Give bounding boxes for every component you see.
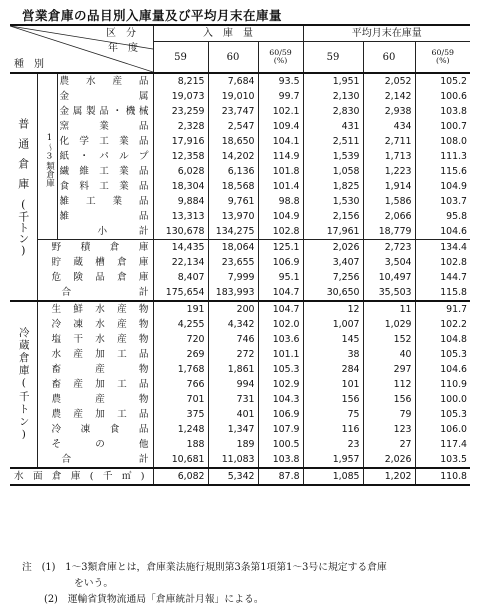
row-name: 雑工業品 <box>57 194 153 209</box>
value-cell: 93.5 <box>258 73 303 89</box>
value-cell: 18,064 <box>208 240 258 256</box>
value-cell: 14,202 <box>208 149 258 164</box>
row-name: 野積倉庫 <box>37 240 153 256</box>
value-cell: 104.3 <box>258 392 303 407</box>
value-cell: 2,723 <box>363 240 415 256</box>
table-row <box>10 240 470 256</box>
value-cell: 105.3 <box>415 407 470 422</box>
section-label-reizo <box>10 301 37 468</box>
value-cell: 19,010 <box>208 89 258 104</box>
table-row <box>10 255 470 270</box>
value-cell: 99.7 <box>258 89 303 104</box>
value-cell: 4,342 <box>208 317 258 332</box>
header-corner <box>10 25 153 73</box>
value-cell: 106.9 <box>258 407 303 422</box>
value-cell: 9,884 <box>153 194 208 209</box>
value-cell: 18,304 <box>153 179 208 194</box>
value-cell: 105.2 <box>415 73 470 89</box>
value-cell: 13,313 <box>153 209 208 224</box>
value-cell: 101.8 <box>258 164 303 179</box>
value-cell: 100.5 <box>258 437 303 452</box>
table-row <box>10 332 470 347</box>
table-row <box>10 179 470 194</box>
table-row <box>10 452 470 468</box>
value-cell: 1,347 <box>208 422 258 437</box>
warehouse-table <box>10 24 470 486</box>
value-cell: 2,142 <box>363 89 415 104</box>
table-row <box>10 317 470 332</box>
row-name: 冷凍水産物 <box>37 317 153 332</box>
value-cell: 23,259 <box>153 104 208 119</box>
value-cell: 18,568 <box>208 179 258 194</box>
value-cell: 7,999 <box>208 270 258 285</box>
value-cell: 110.8 <box>415 468 470 485</box>
value-cell: 272 <box>208 347 258 362</box>
row-name: 農産物 <box>37 392 153 407</box>
row-name: 紙・パルプ <box>57 149 153 164</box>
value-cell: 1,951 <box>303 73 363 89</box>
value-cell: 103.7 <box>415 194 470 209</box>
value-cell: 105.3 <box>415 347 470 362</box>
value-cell: 100.7 <box>415 119 470 134</box>
value-cell: 2,711 <box>363 134 415 149</box>
table-row <box>10 119 470 134</box>
value-cell: 2,938 <box>363 104 415 119</box>
value-cell: 108.0 <box>415 134 470 149</box>
table-row <box>10 149 470 164</box>
value-cell: 12,358 <box>153 149 208 164</box>
value-cell: 104.7 <box>258 301 303 317</box>
value-cell: 269 <box>153 347 208 362</box>
value-cell: 134,275 <box>208 224 258 240</box>
value-cell: 38 <box>303 347 363 362</box>
table-row <box>10 285 470 301</box>
value-cell: 434 <box>363 119 415 134</box>
value-cell: 701 <box>153 392 208 407</box>
value-cell: 103.8 <box>415 104 470 119</box>
value-cell: 11 <box>363 301 415 317</box>
row-name-suimen: 水面倉庫(千㎥) <box>14 471 145 482</box>
value-cell: 2,026 <box>363 452 415 468</box>
value-cell: 23,747 <box>208 104 258 119</box>
value-cell: 116 <box>303 422 363 437</box>
row-name: 塩干水産物 <box>37 332 153 347</box>
value-cell: 188 <box>153 437 208 452</box>
value-cell: 200 <box>208 301 258 317</box>
sub-label-1-3: 1～3類倉庫 <box>37 73 57 240</box>
value-cell: 1,530 <box>303 194 363 209</box>
value-cell: 2,328 <box>153 119 208 134</box>
value-cell: 7,684 <box>208 73 258 89</box>
value-cell: 17,961 <box>303 224 363 240</box>
header-year-59a: 59 <box>153 42 208 74</box>
value-cell: 152 <box>363 332 415 347</box>
value-cell: 2,830 <box>303 104 363 119</box>
value-cell: 10,497 <box>363 270 415 285</box>
value-cell: 17,916 <box>153 134 208 149</box>
value-cell: 98.8 <box>258 194 303 209</box>
value-cell: 115.8 <box>415 285 470 301</box>
value-cell: 9,761 <box>208 194 258 209</box>
value-cell: 1,085 <box>303 468 363 485</box>
value-cell: 106.9 <box>258 255 303 270</box>
table-row <box>10 134 470 149</box>
value-cell: 2,052 <box>363 73 415 89</box>
value-cell: 156 <box>363 392 415 407</box>
value-cell: 431 <box>303 119 363 134</box>
row-name: 合 計 <box>37 452 153 468</box>
row-name: 窯業品 <box>57 119 153 134</box>
table-row <box>10 194 470 209</box>
value-cell: 102.9 <box>258 377 303 392</box>
value-cell: 102.8 <box>415 255 470 270</box>
value-cell: 104.7 <box>258 285 303 301</box>
page-title: 営業倉庫の品目別入庫量及び平均月末在庫量 <box>22 8 283 23</box>
value-cell: 13,970 <box>208 209 258 224</box>
value-cell: 2,066 <box>363 209 415 224</box>
value-cell: 731 <box>208 392 258 407</box>
value-cell: 101.4 <box>258 179 303 194</box>
section-futsu-unit: (千トン) <box>16 197 30 257</box>
row-name: 水産加工品 <box>37 347 153 362</box>
value-cell: 6,136 <box>208 164 258 179</box>
value-cell: 19,073 <box>153 89 208 104</box>
row-name: 農産加工品 <box>37 407 153 422</box>
row-name: 貯蔵槽倉庫 <box>37 255 153 270</box>
header-group-nyuko: 入 庫 量 <box>153 25 303 42</box>
note-1 <box>22 560 387 576</box>
value-cell: 994 <box>208 377 258 392</box>
value-cell: 284 <box>303 362 363 377</box>
value-cell: 23,655 <box>208 255 258 270</box>
row-name: 危険品倉庫 <box>37 270 153 285</box>
note-2-num: (2) <box>44 594 58 605</box>
table-row <box>10 422 470 437</box>
value-cell: 75 <box>303 407 363 422</box>
row-name: 農水産品 <box>57 73 153 89</box>
value-cell: 79 <box>363 407 415 422</box>
value-cell: 125.1 <box>258 240 303 256</box>
value-cell: 175,654 <box>153 285 208 301</box>
row-name: 雑品 <box>57 209 153 224</box>
value-cell: 720 <box>153 332 208 347</box>
value-cell: 1,586 <box>363 194 415 209</box>
value-cell: 22,134 <box>153 255 208 270</box>
value-cell: 3,407 <box>303 255 363 270</box>
value-cell: 40 <box>363 347 415 362</box>
row-name: 合 計 <box>37 285 153 301</box>
table-row <box>10 362 470 377</box>
row-name: 畜産加工品 <box>37 377 153 392</box>
value-cell: 144.7 <box>415 270 470 285</box>
value-cell: 106.0 <box>415 422 470 437</box>
value-cell: 123 <box>363 422 415 437</box>
value-cell: 1,223 <box>363 164 415 179</box>
note-1-num: (1) <box>41 562 56 573</box>
table-row <box>10 270 470 285</box>
table-row <box>10 377 470 392</box>
table-row <box>10 437 470 452</box>
value-cell: 8,407 <box>153 270 208 285</box>
table-row <box>10 89 470 104</box>
header-ratio-b-label: 60/59 <box>431 48 455 57</box>
row-name: 金属製品・機械 <box>57 104 153 119</box>
value-cell: 110.9 <box>415 377 470 392</box>
section-reizo-label: 冷蔵倉庫 <box>17 326 30 377</box>
table-row <box>10 164 470 179</box>
value-cell: 1,202 <box>363 468 415 485</box>
value-cell: 2,026 <box>303 240 363 256</box>
table-row <box>10 224 470 240</box>
value-cell: 2,547 <box>208 119 258 134</box>
row-name: 生鮮水産物 <box>37 301 153 317</box>
header-year-60b: 60 <box>363 42 415 74</box>
table-row <box>10 301 470 317</box>
value-cell: 183,993 <box>208 285 258 301</box>
notes <box>22 560 387 608</box>
value-cell: 27 <box>363 437 415 452</box>
value-cell: 100.6 <box>415 89 470 104</box>
value-cell: 1,539 <box>303 149 363 164</box>
value-cell: 145 <box>303 332 363 347</box>
value-cell: 8,215 <box>153 73 208 89</box>
value-cell: 12 <box>303 301 363 317</box>
value-cell: 114.9 <box>258 149 303 164</box>
value-cell: 14,435 <box>153 240 208 256</box>
value-cell: 100.0 <box>415 392 470 407</box>
row-name: その他 <box>37 437 153 452</box>
value-cell: 1,825 <box>303 179 363 194</box>
row-name: 畜産物 <box>37 362 153 377</box>
value-cell: 87.8 <box>258 468 303 485</box>
section-label-futsu <box>10 73 37 301</box>
table-row <box>10 209 470 224</box>
value-cell: 7,256 <box>303 270 363 285</box>
section-reizo-unit: (千トン) <box>17 376 30 443</box>
row-name: 食料工業品 <box>57 179 153 194</box>
value-cell: 105.3 <box>258 362 303 377</box>
value-cell: 766 <box>153 377 208 392</box>
value-cell: 101 <box>303 377 363 392</box>
value-cell: 191 <box>153 301 208 317</box>
note-1-cont: をいう。 <box>74 578 114 589</box>
value-cell: 1,029 <box>363 317 415 332</box>
value-cell: 746 <box>208 332 258 347</box>
value-cell: 104.9 <box>415 179 470 194</box>
note-2 <box>22 592 387 608</box>
value-cell: 130,678 <box>153 224 208 240</box>
value-cell: 401 <box>208 407 258 422</box>
value-cell: 95.8 <box>415 209 470 224</box>
header-ratio-a-pct: (%) <box>273 56 288 65</box>
value-cell: 1,058 <box>303 164 363 179</box>
value-cell: 1,861 <box>208 362 258 377</box>
header-ratio-a-label: 60/59 <box>269 48 292 57</box>
header-ratio-b <box>415 42 470 74</box>
value-cell: 1,007 <box>303 317 363 332</box>
value-cell: 101.1 <box>258 347 303 362</box>
table-row <box>10 73 470 89</box>
value-cell: 2,156 <box>303 209 363 224</box>
note-1-text: 1～3類倉庫とは，倉庫業法施行規則第3条第1項第1～3号に規定する倉庫 <box>65 562 387 573</box>
value-cell: 95.1 <box>258 270 303 285</box>
value-cell: 1,914 <box>363 179 415 194</box>
value-cell: 117.4 <box>415 437 470 452</box>
value-cell: 18,779 <box>363 224 415 240</box>
value-cell: 91.7 <box>415 301 470 317</box>
row-name: 化学工業品 <box>57 134 153 149</box>
value-cell: 297 <box>363 362 415 377</box>
value-cell: 112 <box>363 377 415 392</box>
header-year-59b: 59 <box>303 42 363 74</box>
value-cell: 115.6 <box>415 164 470 179</box>
value-cell: 30,650 <box>303 285 363 301</box>
value-cell: 109.4 <box>258 119 303 134</box>
table-row <box>10 104 470 119</box>
table-row <box>10 407 470 422</box>
value-cell: 134.4 <box>415 240 470 256</box>
value-cell: 104.8 <box>415 332 470 347</box>
value-cell: 1,768 <box>153 362 208 377</box>
header-ratio-b-pct: (%) <box>436 56 450 65</box>
section-futsu-label: 普通倉庫 <box>16 117 30 198</box>
value-cell: 23 <box>303 437 363 452</box>
value-cell: 11,083 <box>208 452 258 468</box>
header-shubetsu: 種 別 <box>14 59 44 70</box>
value-cell: 6,028 <box>153 164 208 179</box>
value-cell: 189 <box>208 437 258 452</box>
table-row <box>10 347 470 362</box>
value-cell: 104.6 <box>415 362 470 377</box>
value-cell: 104.9 <box>258 209 303 224</box>
value-cell: 2,130 <box>303 89 363 104</box>
value-cell: 4,255 <box>153 317 208 332</box>
row-name: 小計 <box>57 224 153 240</box>
value-cell: 10,681 <box>153 452 208 468</box>
note-2-text: 運輸省貨物流通局「倉庫統計月報」による。 <box>67 594 264 605</box>
row-name: 繊維工業品 <box>57 164 153 179</box>
row-name: 金属 <box>57 89 153 104</box>
value-cell: 375 <box>153 407 208 422</box>
header-kubun: 区 分 <box>106 28 136 39</box>
value-cell: 6,082 <box>153 468 208 485</box>
value-cell: 156 <box>303 392 363 407</box>
value-cell: 1,957 <box>303 452 363 468</box>
value-cell: 104.6 <box>415 224 470 240</box>
header-ratio-a <box>258 42 303 74</box>
header-nendo: 年 度 <box>108 43 138 54</box>
value-cell: 102.2 <box>415 317 470 332</box>
value-cell: 3,504 <box>363 255 415 270</box>
value-cell: 103.5 <box>415 452 470 468</box>
value-cell: 102.0 <box>258 317 303 332</box>
value-cell: 103.8 <box>258 452 303 468</box>
value-cell: 103.6 <box>258 332 303 347</box>
value-cell: 107.9 <box>258 422 303 437</box>
table-row <box>10 468 470 485</box>
value-cell: 5,342 <box>208 468 258 485</box>
value-cell: 104.1 <box>258 134 303 149</box>
notes-label: 注 <box>22 562 32 573</box>
value-cell: 1,248 <box>153 422 208 437</box>
row-name: 冷凍食品 <box>37 422 153 437</box>
value-cell: 102.1 <box>258 104 303 119</box>
table-row <box>10 392 470 407</box>
value-cell: 2,511 <box>303 134 363 149</box>
header-year-60a: 60 <box>208 42 258 74</box>
value-cell: 35,503 <box>363 285 415 301</box>
value-cell: 111.3 <box>415 149 470 164</box>
value-cell: 1,713 <box>363 149 415 164</box>
header-group-zaiko: 平均月末在庫量 <box>303 25 470 42</box>
value-cell: 18,650 <box>208 134 258 149</box>
value-cell: 102.8 <box>258 224 303 240</box>
